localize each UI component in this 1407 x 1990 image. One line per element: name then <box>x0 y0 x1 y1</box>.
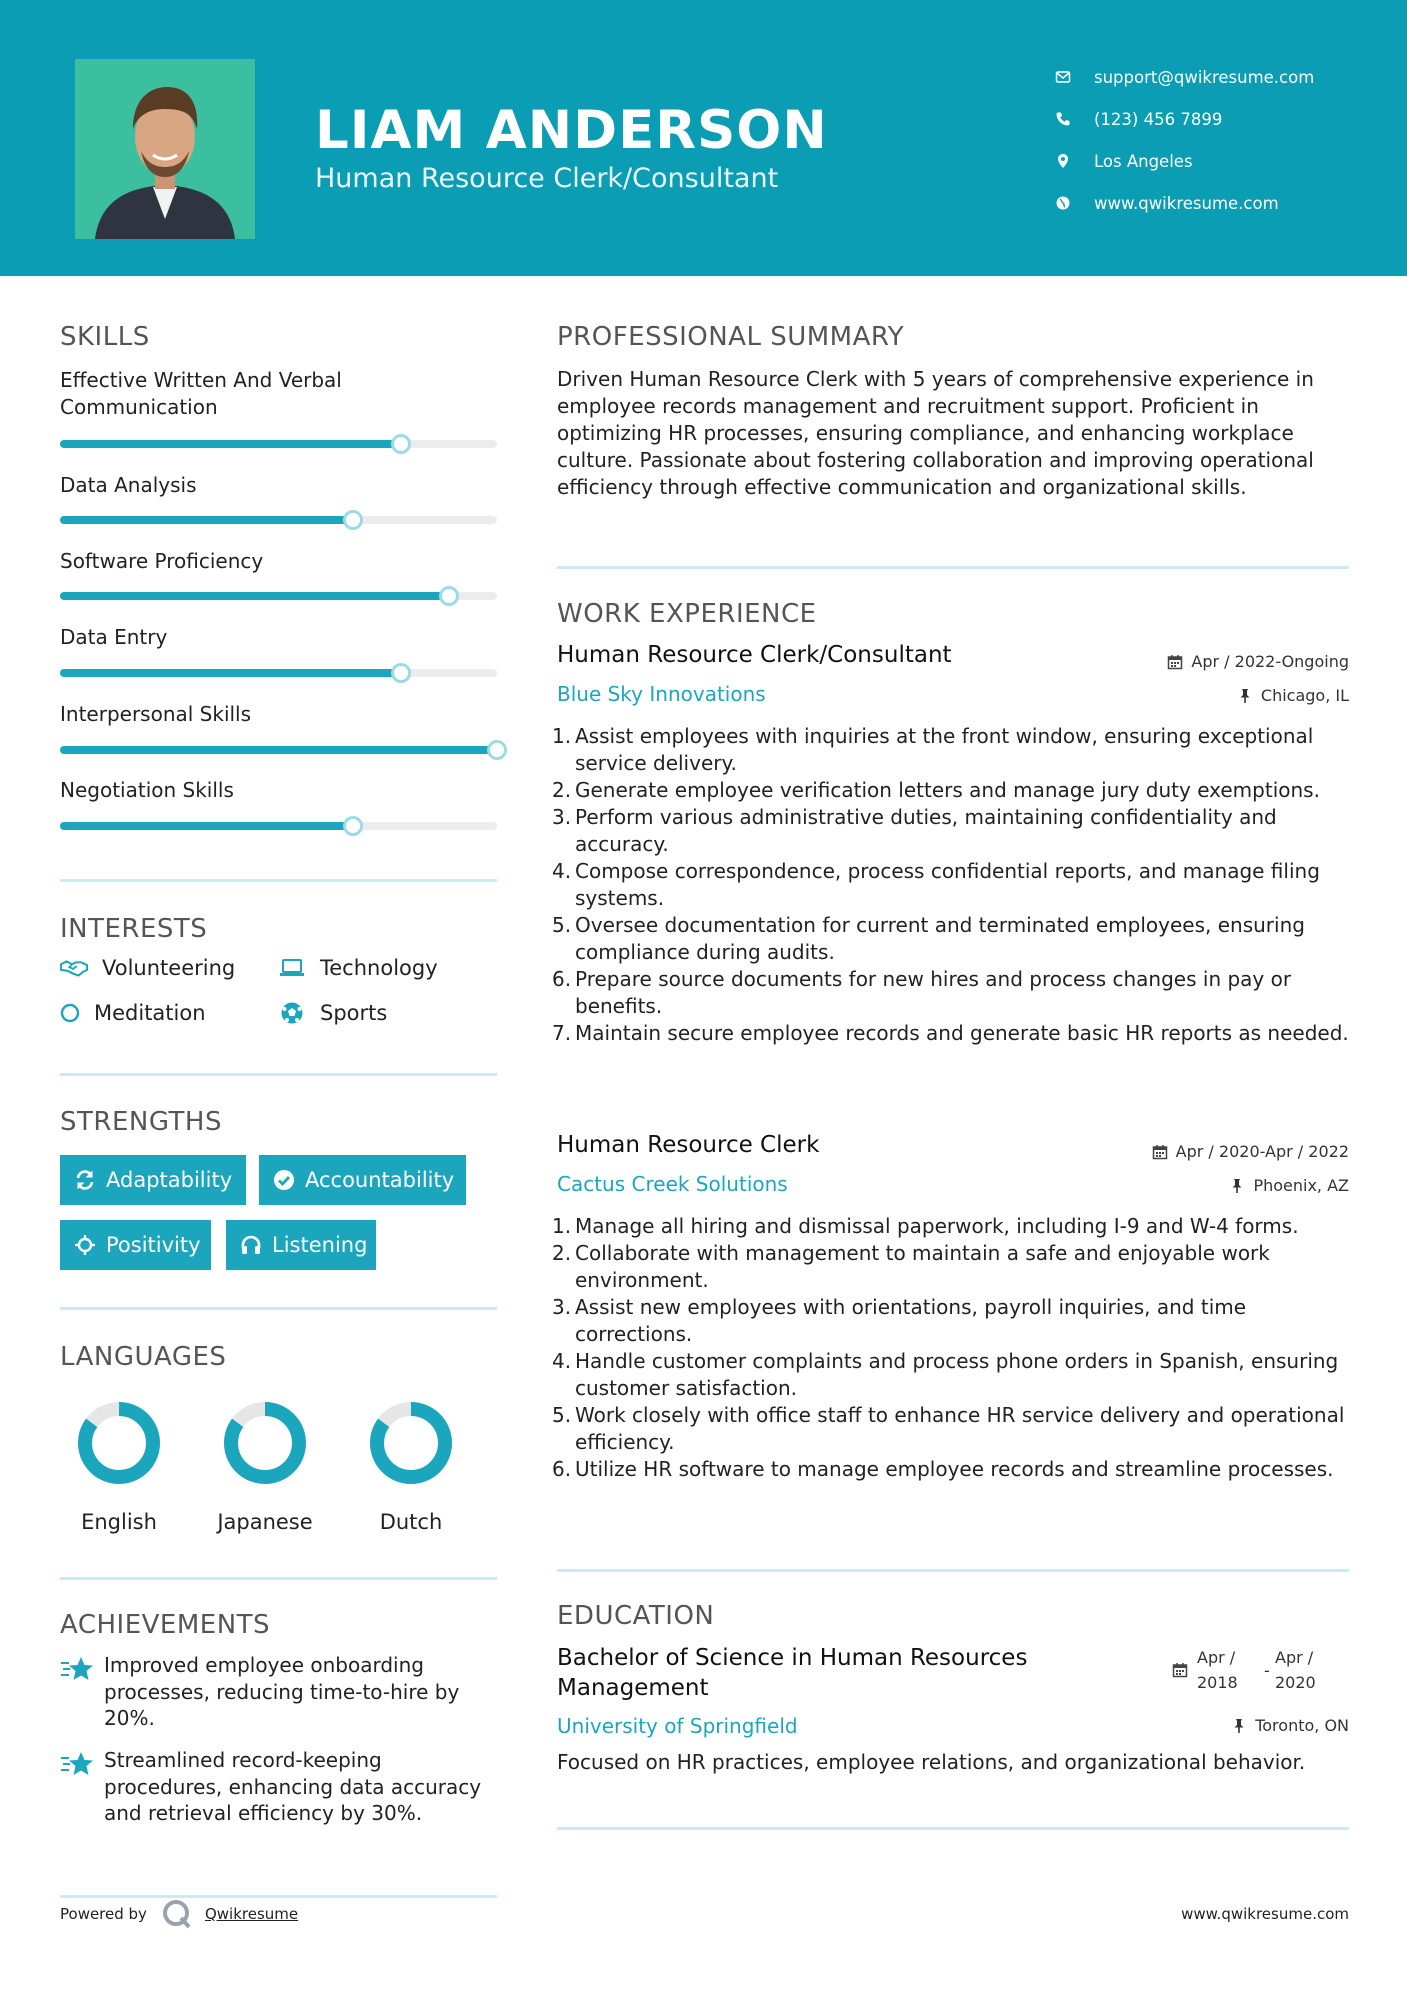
job-title: Human Resource Clerk/Consultant <box>557 642 952 668</box>
bullet-item: 2. Generate employee verification letters and manage jury duty exemptions. <box>552 778 1320 802</box>
skill-label: Effective Written And Verbal Communication <box>60 368 342 419</box>
skill-bar <box>60 516 497 524</box>
skill-label: Data Analysis <box>60 473 197 497</box>
interest-label: Volunteering <box>102 956 236 980</box>
pushpin-icon <box>1237 688 1253 704</box>
edu-location <box>1231 1716 1349 1735</box>
bullet-item: 7. Maintain secure employee records and generate basic HR reports as needed. <box>552 1021 1349 1045</box>
interest-item <box>278 956 438 980</box>
resume-header <box>0 0 1407 276</box>
job-bullets <box>552 723 1352 1047</box>
star-icon <box>60 1654 94 1684</box>
calendar-icon <box>1152 1144 1168 1160</box>
languages-heading: LANGUAGES <box>60 1342 227 1372</box>
skill-bar <box>60 440 497 448</box>
skill-bar-fill <box>60 669 401 677</box>
strength-tag <box>60 1155 246 1205</box>
calendar-icon <box>1167 654 1183 670</box>
skill-bar-knob <box>391 434 411 454</box>
profile-photo <box>75 59 255 239</box>
contact-website[interactable] <box>1054 182 1314 224</box>
skill-bar-fill <box>60 746 497 754</box>
language-label: English <box>81 1510 157 1534</box>
bullet-item: 6. Utilize HR software to manage employee records and streamline processes. <box>552 1457 1334 1481</box>
qwikresume-link[interactable]: Qwikresume <box>204 1905 299 1923</box>
skill-bar <box>60 822 497 830</box>
edu-start-month: Apr / <box>1197 1648 1236 1667</box>
job-date <box>1167 652 1349 671</box>
skill-label: Software Proficiency <box>60 549 264 573</box>
job-location <box>1229 1176 1349 1195</box>
achievement-item <box>60 1747 500 1827</box>
check-circle-icon <box>273 1168 295 1192</box>
phone-icon <box>1054 110 1072 128</box>
edu-start-date <box>1197 1645 1238 1695</box>
bullet-item: 5. Oversee documentation for current and terminated employees, ensuring compliance during audits. <box>552 913 1305 964</box>
skill-bar-knob <box>343 816 363 836</box>
bullet-item: 2. Collaborate with management to maintain a safe and enjoyable work environment. <box>552 1241 1270 1292</box>
skill-bar-knob <box>391 663 411 683</box>
skill-bar-fill <box>60 822 353 830</box>
degree-title: Bachelor of Science in Human Resources Management <box>557 1645 1028 1701</box>
language-item <box>346 1398 476 1534</box>
edu-description: Focused on HR practices, employee relations, and organizational behavior. <box>557 1750 1306 1774</box>
bullet-item: 5. Work closely with office staff to enhance HR service delivery and operational efficiency. <box>552 1403 1345 1454</box>
skill-label: Data Entry <box>60 625 168 649</box>
footer-website[interactable]: www.qwikresume.com <box>1181 1905 1349 1923</box>
bullet-item: 1. Assist employees with inquiries at the front window, ensuring exceptional service delivery. <box>552 724 1314 775</box>
achievement-text: Improved employee onboarding processes, reducing time-to-hire by 20%. <box>104 1653 460 1730</box>
experience-heading: WORK EXPERIENCE <box>557 599 817 629</box>
job-date-text: Apr / 2020-Apr / 2022 <box>1175 1142 1349 1161</box>
skill-bar <box>60 592 497 600</box>
skill-bar-fill <box>60 440 401 448</box>
interest-label: Technology <box>320 956 438 980</box>
bullet-item: 3. Assist new employees with orientations, payroll inquiries, and time corrections. <box>552 1295 1247 1346</box>
envelope-icon <box>1054 68 1072 86</box>
job-location-text: Phoenix, AZ <box>1253 1176 1349 1195</box>
interests-heading: INTERESTS <box>60 914 208 944</box>
bullet-item: 4. Handle customer complaints and process phone orders in Spanish, ensuring customer satisfaction. <box>552 1349 1339 1400</box>
section-divider <box>557 1827 1349 1830</box>
skill-bar-fill <box>60 592 449 600</box>
company-name: Cactus Creek Solutions <box>557 1172 788 1196</box>
bullet-item: 1. Manage all hiring and dismissal paperwork, including I-9 and W-4 forms. <box>552 1214 1299 1238</box>
job-date <box>1152 1142 1349 1161</box>
contact-list <box>1054 56 1314 224</box>
bullet-item: 3. Perform various administrative duties, maintaining confidentiality and accuracy. <box>552 805 1277 856</box>
interest-label: Sports <box>320 1001 388 1025</box>
section-divider <box>60 879 497 882</box>
language-ring <box>74 1398 164 1488</box>
interest-item <box>60 956 235 980</box>
candidate-title: Human Resource Clerk/Consultant <box>315 163 779 194</box>
education-heading: EDUCATION <box>557 1601 715 1631</box>
language-ring <box>220 1398 310 1488</box>
contact-email-text: support@qwikresume.com <box>1094 67 1315 87</box>
edu-start-year: 2018 <box>1197 1673 1238 1692</box>
language-ring <box>366 1398 456 1488</box>
section-divider <box>60 1577 497 1580</box>
contact-location <box>1054 140 1314 182</box>
edu-end-month: Apr / <box>1275 1648 1314 1667</box>
map-pin-icon <box>1054 152 1072 170</box>
soccer-ball-icon <box>278 1001 306 1025</box>
section-divider <box>557 566 1349 569</box>
language-item <box>200 1398 330 1534</box>
job-location <box>1237 686 1349 705</box>
job-title: Human Resource Clerk <box>557 1132 820 1158</box>
handshake-icon <box>60 956 88 980</box>
strength-tag <box>60 1220 211 1270</box>
calendar-icon <box>1172 1662 1188 1678</box>
strength-label: Adaptability <box>106 1168 233 1192</box>
strength-tag <box>226 1220 376 1270</box>
edu-date-separator: - <box>1264 1661 1270 1680</box>
language-label: Japanese <box>217 1510 313 1534</box>
achievements-heading: ACHIEVEMENTS <box>60 1610 271 1640</box>
skill-label: Interpersonal Skills <box>60 702 252 726</box>
edu-location-text: Toronto, ON <box>1255 1716 1349 1735</box>
language-label: Dutch <box>379 1510 443 1534</box>
edu-end-year: 2020 <box>1275 1673 1316 1692</box>
section-divider <box>557 1569 1349 1572</box>
company-name: Blue Sky Innovations <box>557 682 766 706</box>
laptop-icon <box>278 956 306 980</box>
skill-bar-knob <box>343 510 363 530</box>
interest-item <box>278 1001 387 1025</box>
skills-heading: SKILLS <box>60 322 150 352</box>
powered-by-text: Powered by <box>60 1905 147 1923</box>
sun-icon <box>74 1233 96 1257</box>
skill-bar-knob <box>439 586 459 606</box>
language-item <box>54 1398 184 1534</box>
bullet-item: 6. Prepare source documents for new hires and process changes in pay or benefits. <box>552 967 1292 1018</box>
headphones-icon <box>240 1233 262 1257</box>
strengths-heading: STRENGTHS <box>60 1107 222 1137</box>
contact-phone[interactable] <box>1054 98 1314 140</box>
job-date-text: Apr / 2022-Ongoing <box>1191 652 1349 671</box>
skill-bar <box>60 669 497 677</box>
candidate-name: LIAM ANDERSON <box>315 100 828 161</box>
globe-icon <box>1054 194 1072 212</box>
footer-powered-by <box>60 1898 298 1930</box>
summary-heading: PROFESSIONAL SUMMARY <box>557 322 905 352</box>
skill-bar-knob <box>487 740 507 760</box>
skill-bar <box>60 746 497 754</box>
qwikresume-logo-icon <box>161 1898 193 1930</box>
section-divider <box>60 1073 497 1076</box>
star-icon <box>60 1749 94 1779</box>
bullet-item: 4. Compose correspondence, process confidential reports, and manage filing systems. <box>552 859 1320 910</box>
section-divider <box>60 1307 497 1310</box>
strength-tag <box>259 1155 466 1205</box>
achievement-item <box>60 1652 500 1732</box>
contact-location-text: Los Angeles <box>1094 151 1193 171</box>
refresh-icon <box>74 1168 96 1192</box>
circle-icon <box>60 1001 80 1025</box>
job-location-text: Chicago, IL <box>1260 686 1349 705</box>
interest-item <box>60 1001 206 1025</box>
skill-label: Negotiation Skills <box>60 778 234 802</box>
edu-end-date <box>1275 1645 1316 1695</box>
pushpin-icon <box>1229 1178 1245 1194</box>
job-bullets <box>552 1213 1352 1483</box>
contact-phone-text: (123) 456 7899 <box>1094 109 1223 129</box>
contact-email[interactable] <box>1054 56 1314 98</box>
pushpin-icon <box>1231 1718 1247 1734</box>
contact-website-text: www.qwikresume.com <box>1094 193 1279 213</box>
strength-label: Positivity <box>106 1233 201 1257</box>
achievement-text: Streamlined record-keeping procedures, enhancing data accuracy and retrieval efficiency by 30%. <box>104 1748 482 1825</box>
strength-label: Accountability <box>305 1168 455 1192</box>
summary-text: Driven Human Resource Clerk with 5 years of comprehensive experience in employee records management and recruitment support. Proficient in optimizing HR processes, ensuring compliance, and enhancing workplace culture. Passionate about fostering collaboration and improving operational efficiency through effective communication and organizational skills. <box>557 367 1314 499</box>
school-name: University of Springfield <box>557 1714 798 1738</box>
strength-label: Listening <box>272 1233 368 1257</box>
interest-label: Meditation <box>94 1001 206 1025</box>
skill-bar-fill <box>60 516 353 524</box>
